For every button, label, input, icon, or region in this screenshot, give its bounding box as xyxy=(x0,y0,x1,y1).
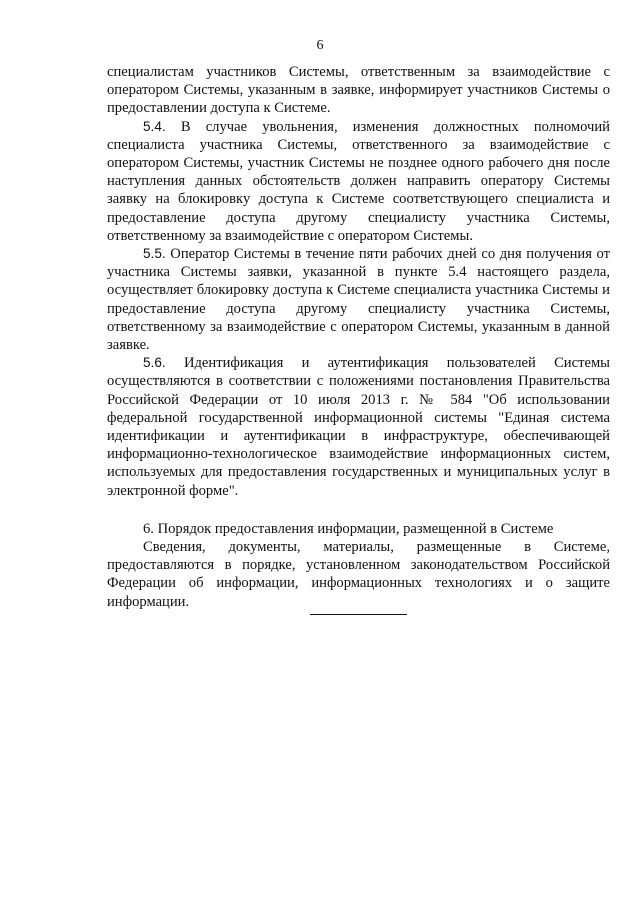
paragraph-section-6: Сведения, документы, материалы, размещенные в Системе, предоставляются в порядке, установленном законодательством Российской Федерации об информации, информационных технологиях и о защите информации. xyxy=(107,539,610,610)
section-6-heading: 6. Порядок предоставления информации, размещенной в Системе xyxy=(143,520,554,537)
paragraph-5-5 xyxy=(107,245,610,354)
end-separator-line xyxy=(310,614,407,615)
paragraph-continuation: специалистам участников Системы, ответственным за взаимодействие с оператором Системы, указанным в заявке, информирует участников Системы о предоставлении доступа к Системе. xyxy=(107,64,610,117)
page-number: 6 xyxy=(316,38,324,53)
paragraph-5-6-text: Идентификация и аутентификация пользователей Системы осуществляются в соответствии с положениями постановления Правительства Российской Федерации от 10 июля 2013 г. № 584 "Об использовании федеральной государственной информационной системы "Единая система идентификации и аутентификации в инфраструктуре, обеспечивающей информационно-технологическое взаимодействие информационных систем, используемых для предоставления государственных и муниципальных услуг в электронной форме". xyxy=(107,355,610,499)
paragraph-5-4-text: В случае увольнения, изменения должностных полномочий специалиста участника Системы, ответственного за взаимодействие с оператором Системы, участник Системы не позднее одного рабочего дня после наступления данных обстоятельств должен направить оператору Системы заявку на блокировку доступа к Системе соответствующего специалиста и предоставление доступа другому специалисту участника Системы, ответственному за взаимодействие с оператором Системы. xyxy=(107,118,610,244)
paragraph-5-5-text: Оператор Системы в течение пяти рабочих дней со дня получения от участника Системы заявки, указанной в пункте 5.4 настоящего раздела, осуществляет блокировку доступа к Системе специалиста участника Системы и предоставление доступа другому специалисту участника Системы, ответственному за взаимодействие с оператором Системы, указанным в данной заявке. xyxy=(107,246,610,354)
item-number-5-4: 5.4. xyxy=(143,118,166,134)
item-number-5-6: 5.6. xyxy=(143,355,166,371)
item-number-5-5: 5.5. xyxy=(143,246,166,262)
document-body xyxy=(107,63,610,611)
paragraph-5-6 xyxy=(107,354,610,500)
paragraph-5-4 xyxy=(107,118,610,245)
